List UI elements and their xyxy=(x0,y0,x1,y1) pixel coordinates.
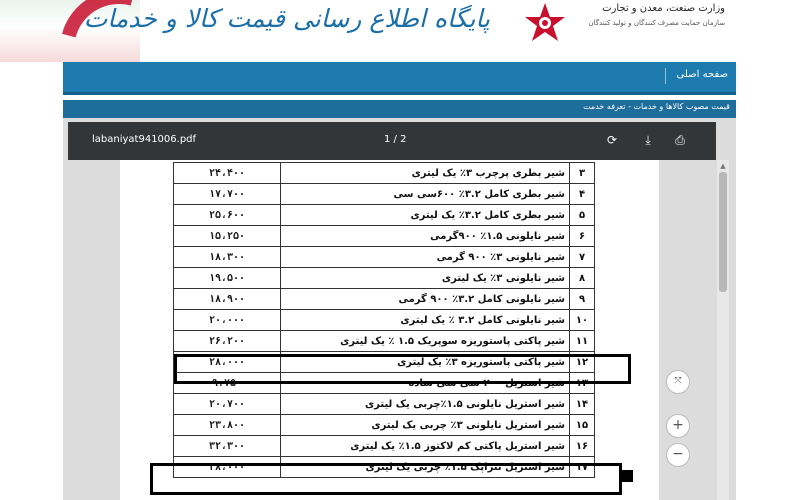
price-cell: ۲۶،۲۰۰ xyxy=(174,331,281,352)
highlight-box xyxy=(150,463,622,495)
row-number-cell: ۷ xyxy=(570,247,595,268)
product-name-cell: شیر نایلونی ۳٪ یک لیتری xyxy=(281,268,570,289)
row-number-cell: ۱۴ xyxy=(570,394,595,415)
price-cell: ۲۰،۷۰۰ xyxy=(174,394,281,415)
row-number-cell: ۸ xyxy=(570,268,595,289)
marker-square xyxy=(621,470,633,482)
product-name-cell: شیر استریل نایلونی ۳٪ چربی یک لیتری xyxy=(281,415,570,436)
table-row xyxy=(174,184,595,205)
price-cell: ۲۰،۰۰۰ xyxy=(174,310,281,331)
row-number-cell: ۹ xyxy=(570,289,595,310)
price-cell: ۱۸،۹۰۰ xyxy=(174,289,281,310)
row-number-cell: ۱۳ xyxy=(570,373,595,394)
product-name-cell: شیر استریل تتراپک ۱.۵٪ چربی یک لیتری xyxy=(281,457,570,478)
table-row xyxy=(174,268,595,289)
price-cell: ۲۴،۴۰۰ xyxy=(174,163,281,184)
price-cell: ۳۲،۳۰۰ xyxy=(174,436,281,457)
product-name-cell: شیر نایلونی کامل ۳.۲٪ ۹۰۰ گرمی xyxy=(281,289,570,310)
table-row xyxy=(174,436,595,457)
highlight-box xyxy=(174,354,631,384)
zoom-out-button[interactable]: − xyxy=(666,443,690,467)
product-name-cell: شیر استریل ۲۰۰ سی سی ساده xyxy=(281,373,570,394)
table-row xyxy=(174,331,595,352)
row-number-cell: ۱۱ xyxy=(570,331,595,352)
table-row xyxy=(174,289,595,310)
price-cell: ۱۷،۷۰۰ xyxy=(174,184,281,205)
product-name-cell: شیر بطری کامل ۳.۲٪ ۶۰۰سی سی xyxy=(281,184,570,205)
table-row xyxy=(174,163,595,184)
row-number-cell: ۶ xyxy=(570,226,595,247)
breadcrumb-bar xyxy=(63,100,736,118)
scroll-up-icon[interactable]: ▲ xyxy=(720,162,726,170)
ministry-title: وزارت صنعت، معدن و تجارت xyxy=(602,3,725,14)
download-icon[interactable]: ⤓ xyxy=(645,133,651,147)
row-number-cell: ۱۰ xyxy=(570,310,595,331)
price-cell: ۹،۷۵۰ xyxy=(174,373,281,394)
table-row xyxy=(174,394,595,415)
product-name-cell: شیر استریل پاکتی کم لاکتوز ۱.۵٪ یک لیتری xyxy=(281,436,570,457)
home-link[interactable]: صفحه اصلی xyxy=(676,69,728,80)
price-cell: ۲۳،۸۰۰ xyxy=(174,415,281,436)
product-name-cell: شیر استریل نایلونی ۱.۵٪چربی یک لیتری xyxy=(281,394,570,415)
fit-page-button[interactable]: ⤧ xyxy=(666,370,690,394)
product-name-cell: شیر نایلونی ۱.۵٪ ۹۰۰گرمی xyxy=(281,226,570,247)
rotate-icon[interactable]: ⟳ xyxy=(606,133,618,147)
row-number-cell: ۴ xyxy=(570,184,595,205)
product-name-cell: شیر پاکتی پاستوریزه سوپریک ۱.۵ ٪ یک لیتری xyxy=(281,331,570,352)
scroll-thumb[interactable] xyxy=(719,172,727,292)
price-cell: ۲۵،۶۰۰ xyxy=(174,205,281,226)
pdf-page xyxy=(120,160,659,500)
ministry-logo-icon xyxy=(520,0,570,46)
pdf-toolbar xyxy=(68,122,716,160)
price-cell: ۱۸،۳۰۰ xyxy=(174,247,281,268)
row-number-cell: ۱۷ xyxy=(570,457,595,478)
nav-divider xyxy=(665,68,666,84)
price-cell: ۱۹،۵۰۰ xyxy=(174,268,281,289)
ministry-subtitle: سازمان حمایت مصرف کنندگان و تولید کنندگان xyxy=(588,19,725,27)
pdf-viewer xyxy=(63,118,736,500)
table-row xyxy=(174,247,595,268)
price-table xyxy=(173,162,595,478)
pdf-page-indicator: 1 / 2 xyxy=(384,134,407,145)
price-cell: ۲۸،۰۰۰ xyxy=(174,352,281,373)
print-icon[interactable]: ⎙ xyxy=(675,133,685,147)
pdf-scrollbar[interactable] xyxy=(717,160,729,500)
product-name-cell: شیر پاکتی پاستوریزه ۳٪ یک لیتری xyxy=(281,352,570,373)
table-row xyxy=(174,310,595,331)
row-number-cell: ۳ xyxy=(570,163,595,184)
site-banner xyxy=(0,0,800,62)
product-name-cell: شیر نایلونی کامل ۳.۲ ٪ یک لیتری xyxy=(281,310,570,331)
breadcrumb: قیمت مصوب کالاها و خدمات - تعرفه خدمت xyxy=(583,102,730,111)
table-row xyxy=(174,415,595,436)
table-row xyxy=(174,205,595,226)
zoom-in-button[interactable]: + xyxy=(666,414,690,438)
price-cell: ۱۵،۲۵۰ xyxy=(174,226,281,247)
price-cell: ۲۸،۰۰۰ xyxy=(174,457,281,478)
product-name-cell: شیر بطری پرچرب ۳٪ یک لیتری xyxy=(281,163,570,184)
main-navbar xyxy=(63,62,736,95)
product-name-cell: شیر بطری کامل ۳.۲٪ یک لیتری xyxy=(281,205,570,226)
ministry-name xyxy=(575,2,725,30)
row-number-cell: ۱۶ xyxy=(570,436,595,457)
price-table-body xyxy=(174,163,595,478)
site-title: پایگاه اطلاع رسانی قیمت کالا و خدمات xyxy=(83,4,490,33)
product-name-cell: شیر نایلونی ۳٪ ۹۰۰ گرمی xyxy=(281,247,570,268)
row-number-cell: ۵ xyxy=(570,205,595,226)
table-row xyxy=(174,226,595,247)
row-number-cell: ۱۲ xyxy=(570,352,595,373)
pdf-filename: labaniyat941006.pdf xyxy=(92,134,197,145)
row-number-cell: ۱۵ xyxy=(570,415,595,436)
